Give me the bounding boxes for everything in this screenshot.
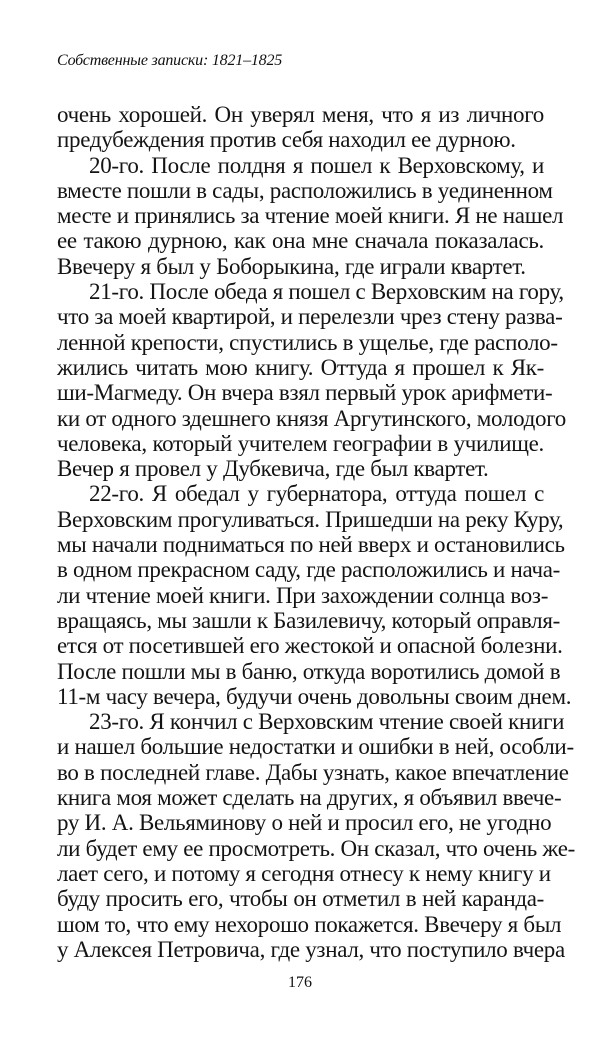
text-line: вместе пошли в сады, расположились в уединенном bbox=[57, 177, 553, 203]
text-line: буду просить его, чтобы он отметил в ней каранда- bbox=[57, 886, 544, 912]
text-line: ли чтение моей книги. При захождении солнца воз- bbox=[57, 582, 549, 608]
text-line: в одном прекрасном саду, где расположились и нача- bbox=[57, 557, 561, 583]
text-line: 11-м часу вечера, будучи очень довольны своим днем. bbox=[57, 683, 572, 709]
text-line: После пошли мы в баню, откуда воротились домой в bbox=[57, 658, 561, 684]
text-line: месте и принялись за чтение моей книги. Я не нашел bbox=[57, 203, 564, 229]
text-line: ленной крепости, спустились в ущелье, где располо- bbox=[57, 329, 558, 355]
text-line: 22-го. Я обедал у губернатора, оттуда пошел с bbox=[89, 481, 544, 507]
text-line: что за моей квартирой, и перелезли чрез стену разва- bbox=[57, 304, 563, 330]
text-line: лает сего, и потому я сегодня отнесу к нему книгу и bbox=[57, 860, 551, 886]
text-line: во в последней главе. Дабы узнать, какое впечатление bbox=[57, 759, 569, 785]
running-head: Собственные записки: 1821–1825 bbox=[57, 52, 283, 69]
text-line: ется от посетившей его жестокой и опасной болезни. bbox=[57, 633, 563, 659]
text-line: шом то, что ему нехорошо покажется. Ввечеру я был bbox=[57, 911, 562, 937]
text-line: ли будет ему ее просмотреть. Он сказал, что очень же- bbox=[57, 835, 575, 861]
text-line: Вечер я провел у Дубкевича, где был квартет. bbox=[57, 456, 489, 482]
text-line: 21-го. После обеда я пошел с Верховским на гору, bbox=[89, 279, 564, 305]
text-line: очень хорошей. Он уверял меня, что я из личного bbox=[57, 102, 544, 127]
text-line: 23-го. Я кончил с Верховским чтение своей книги bbox=[89, 709, 565, 735]
text-line: Верховским прогуливаться. Пришедши на реку Куру, bbox=[57, 506, 564, 532]
text-line: ки от одного здешнего князя Аргутинского, молодого bbox=[57, 405, 567, 431]
text-line: книга моя может сделать на других, я объявил ввече- bbox=[57, 785, 562, 811]
body-text bbox=[57, 102, 575, 962]
text-line: вращаясь, мы зашли к Базилевичу, который оправля- bbox=[57, 607, 560, 633]
text-line: ру И. А. Вельяминову о ней и просил его, не угодно bbox=[57, 810, 552, 836]
paragraph bbox=[57, 709, 575, 962]
text-line: жились читать мою книгу. Оттуда я прошел к Як- bbox=[57, 354, 544, 380]
paragraph bbox=[57, 152, 564, 279]
text-line: Ввечеру я был у Боборыкина, где играли квартет. bbox=[57, 253, 526, 279]
text-line: ее такою дурною, как она мне сначала показалась. bbox=[57, 228, 544, 254]
text-line: человека, который учителем географии в училище. bbox=[57, 430, 544, 456]
paragraph bbox=[57, 102, 544, 153]
text-line: у Алексея Петровича, где узнал, что поступило вчера bbox=[57, 936, 565, 962]
text-line: и нашел большие недостатки и ошибки в ней, особли- bbox=[57, 734, 574, 760]
paragraph bbox=[57, 279, 567, 482]
text-line: 20-го. После полдня я пошел к Верховскому, и bbox=[89, 152, 544, 178]
text-line: предубеждения против себя находил ее дурною. bbox=[57, 127, 516, 153]
text-line: мы начали подниматься по ней вверх и остановились bbox=[57, 532, 565, 558]
text-line: ши-Магмеду. Он вчера взял первый урок арифмети- bbox=[57, 380, 553, 406]
paragraph bbox=[57, 481, 572, 709]
page-number: 176 bbox=[288, 974, 312, 991]
